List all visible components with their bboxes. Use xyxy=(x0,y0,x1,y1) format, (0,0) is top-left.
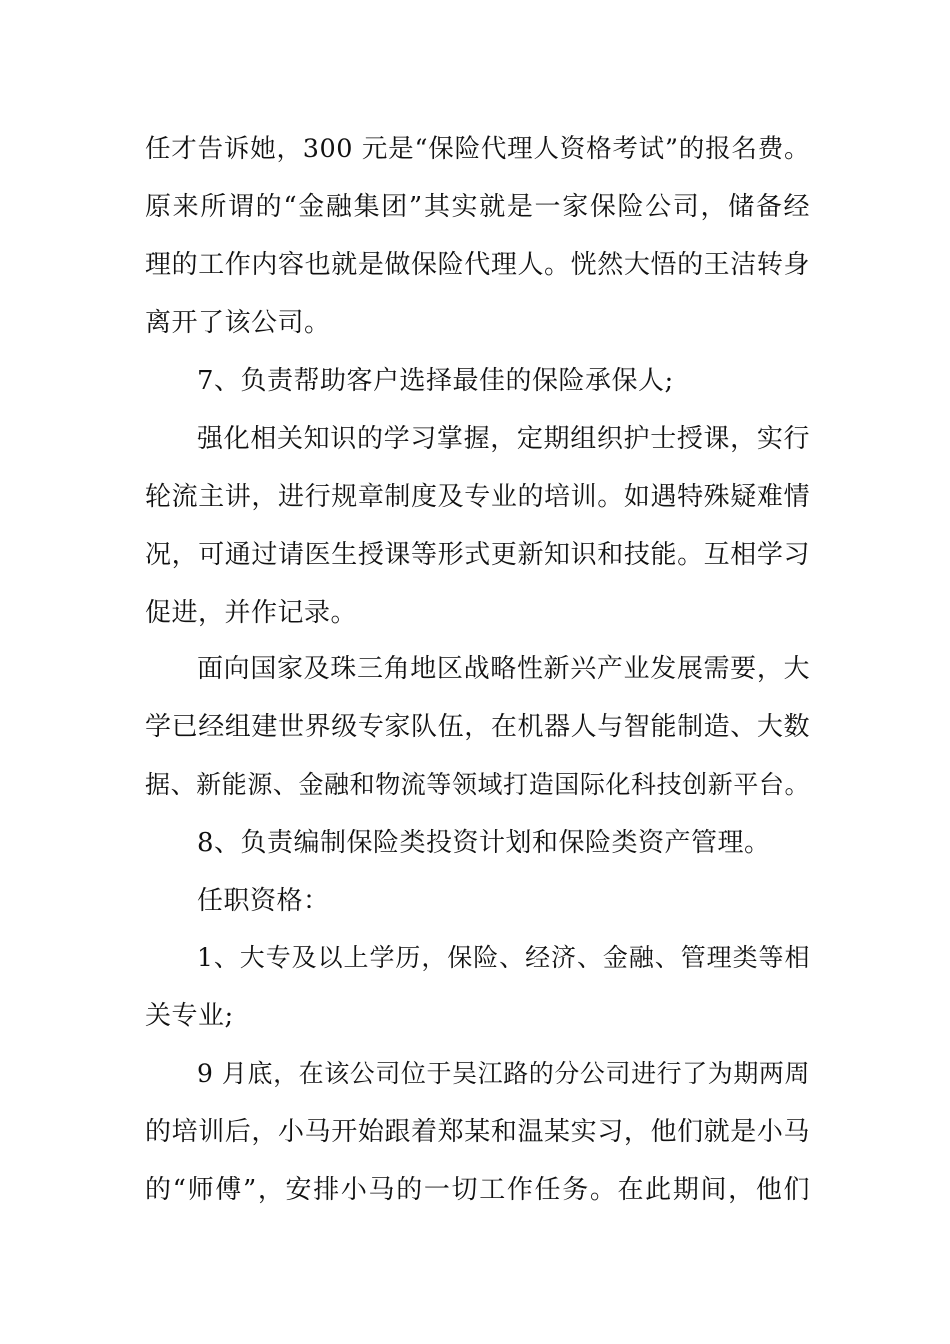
paragraph-3-line-4: 促进，并作记录。 xyxy=(145,598,358,628)
paragraph-8-line-2: 的培训后，小马开始跟着郑某和温某实习，他们就是小马 xyxy=(145,1117,810,1147)
paragraph-1-line-3: 理的工作内容也就是做保险代理人。恍然大悟的王洁转身 xyxy=(145,250,810,280)
paragraph-1-line-1: 任才告诉她，300 元是“保险代理人资格考试”的报名费。 xyxy=(145,134,810,164)
paragraph-7-line-1: 1、大专及以上学历，保险、经济、金融、管理类等相 xyxy=(197,943,810,972)
paragraph-7-line-2: 关专业; xyxy=(145,1001,234,1031)
paragraph-6-line-1: 任职资格： xyxy=(197,886,330,916)
paragraph-5-line-1: 8、负责编制保险类投资计划和保险类资产管理。 xyxy=(197,828,771,858)
paragraph-4-line-2: 学已经组建世界级专家队伍，在机器人与智能制造、大数 xyxy=(145,712,810,742)
paragraph-8-line-1: 9 月底，在该公司位于吴江路的分公司进行了为期两周 xyxy=(197,1059,810,1088)
paragraph-2-line-1: 7、负责帮助客户选择最佳的保险承保人; xyxy=(197,366,674,396)
paragraph-1-line-2: 原来所谓的“金融集团”其实就是一家保险公司，储备经 xyxy=(145,192,810,222)
paragraph-4-line-1: 面向国家及珠三角地区战略性新兴产业发展需要，大 xyxy=(197,654,810,684)
paragraph-1-line-4: 离开了该公司。 xyxy=(145,308,331,338)
paragraph-3-line-3: 况，可通过请医生授课等形式更新知识和技能。互相学习 xyxy=(145,540,810,570)
paragraph-3-line-2: 轮流主讲，进行规章制度及专业的培训。如遇特殊疑难情 xyxy=(145,482,810,512)
paragraph-3-line-1: 强化相关知识的学习掌握，定期组织护士授课，实行 xyxy=(197,424,810,454)
paragraph-8-line-3: 的“师傅”，安排小马的一切工作任务。在此期间，他们 xyxy=(145,1175,810,1205)
paragraph-4-line-3: 据、新能源、金融和物流等领域打造国际化科技创新平台。 xyxy=(145,770,810,799)
